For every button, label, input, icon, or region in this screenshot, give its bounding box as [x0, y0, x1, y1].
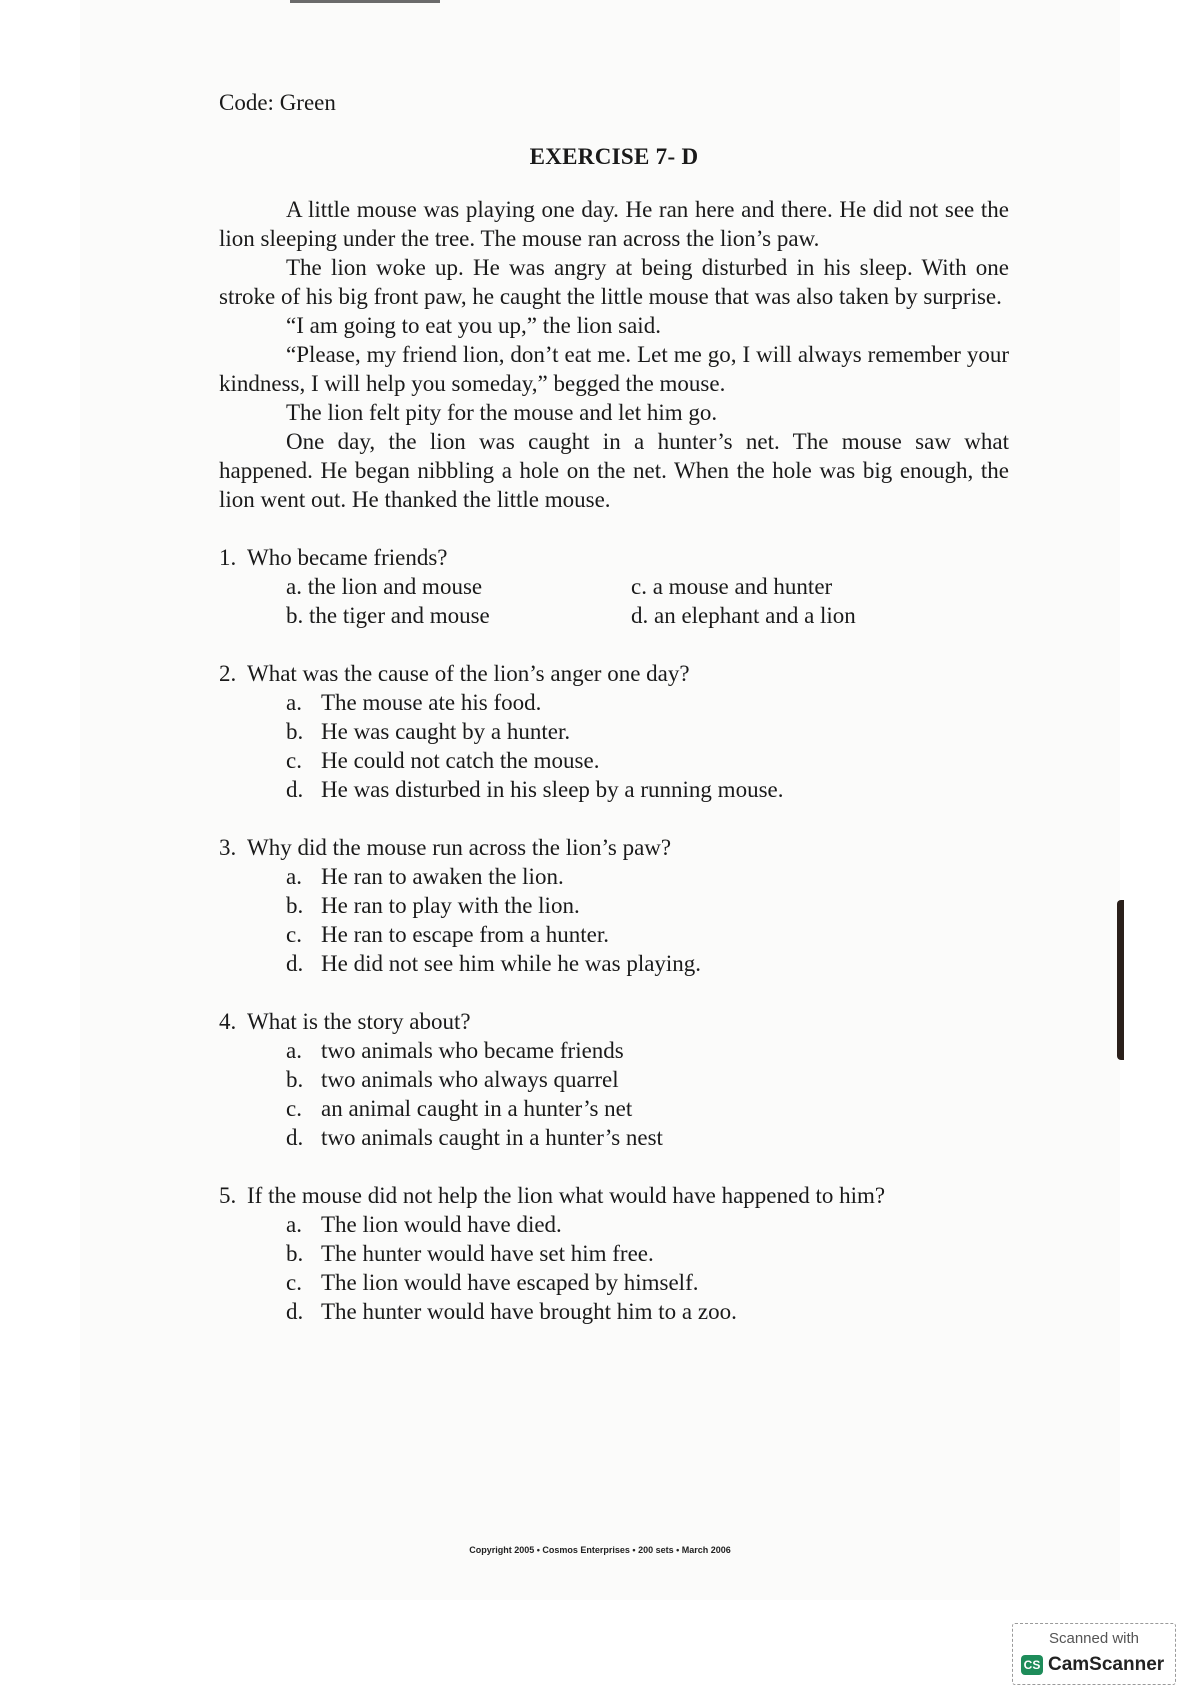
question-text: What was the cause of the lion’s anger one day?	[247, 661, 690, 686]
option-letter: d.	[286, 1299, 304, 1324]
question-4	[219, 1007, 1009, 1152]
question-text: Why did the mouse run across the lion’s paw?	[247, 835, 672, 860]
scan-edge-shadow	[1117, 900, 1124, 1060]
option-text: an elephant and a lion	[654, 603, 856, 628]
answer-option	[631, 601, 1009, 630]
option-text: a mouse and hunter	[652, 574, 833, 599]
option-text: He did not see him while he was playing.	[321, 951, 702, 976]
option-text: The mouse ate his food.	[321, 690, 542, 715]
scan-edge-mark	[290, 0, 440, 3]
question-1	[219, 543, 1009, 630]
answer-option	[286, 601, 631, 630]
option-letter: c.	[631, 574, 647, 599]
answer-option	[286, 775, 1009, 804]
question-2	[219, 659, 1009, 804]
answer-option	[286, 1065, 1009, 1094]
option-text: He was disturbed in his sleep by a running mouse.	[321, 777, 784, 802]
copyright-footer: Copyright 2005 • Cosmos Enterprises • 200 sets • March 2006	[469, 1545, 731, 1555]
option-text: an animal caught in a hunter’s net	[321, 1096, 633, 1121]
option-text: two animals who always quarrel	[321, 1067, 619, 1092]
code-label: Code: Green	[219, 90, 336, 115]
exercise-content	[219, 88, 1009, 1326]
option-letter: a.	[286, 1038, 302, 1063]
answer-option	[286, 717, 1009, 746]
option-letter: a.	[286, 574, 302, 599]
option-letter: c.	[286, 1096, 302, 1121]
question-number: 3.	[219, 835, 237, 860]
option-text: two animals who became friends	[321, 1038, 624, 1063]
answer-options	[219, 572, 1009, 630]
answer-option	[286, 1297, 1009, 1326]
question-number: 2.	[219, 661, 237, 686]
camscanner-watermark	[1012, 1623, 1176, 1685]
option-letter: a.	[286, 1212, 302, 1237]
answer-options	[219, 862, 1009, 978]
question-3	[219, 833, 1009, 978]
question-text: Who became friends?	[247, 545, 448, 570]
answer-option	[286, 1036, 1009, 1065]
story-paragraph: The lion felt pity for the mouse and let him go.	[286, 400, 718, 425]
option-text: The lion would have died.	[321, 1212, 562, 1237]
option-letter: c.	[286, 1270, 302, 1295]
watermark-caption: Scanned with	[1048, 1630, 1140, 1647]
exercise-title: EXERCISE 7- D	[529, 144, 699, 169]
option-letter: c.	[286, 922, 302, 947]
option-letter: d.	[286, 951, 304, 976]
option-letter: b.	[286, 1241, 304, 1266]
story-paragraph: The lion woke up. He was angry at being disturbed in his sleep. With one stroke of his big front paw, he caught the little mouse that was also taken by surprise.	[219, 255, 1009, 309]
option-text: He could not catch the mouse.	[321, 748, 600, 773]
option-letter: c.	[286, 748, 302, 773]
option-letter: b.	[286, 719, 304, 744]
option-text: The lion would have escaped by himself.	[321, 1270, 699, 1295]
option-text: two animals caught in a hunter’s nest	[321, 1125, 663, 1150]
answer-option	[286, 891, 1009, 920]
answer-option	[286, 862, 1009, 891]
option-text: He ran to awaken the lion.	[321, 864, 564, 889]
answer-option	[286, 572, 631, 601]
story-passage	[219, 195, 1009, 514]
option-letter: a.	[286, 690, 302, 715]
question-number: 1.	[219, 545, 237, 570]
story-paragraph: A little mouse was playing one day. He ran here and there. He did not see the lion sleeping under the tree. The mouse ran across the lion’s paw.	[219, 197, 1009, 251]
answer-option	[286, 746, 1009, 775]
option-text: He ran to escape from a hunter.	[321, 922, 610, 947]
answer-option	[286, 688, 1009, 717]
option-text: The hunter would have set him free.	[321, 1241, 654, 1266]
option-text: the tiger and mouse	[309, 603, 490, 628]
option-letter: d.	[286, 1125, 304, 1150]
answer-options	[219, 688, 1009, 804]
answer-option	[286, 949, 1009, 978]
story-paragraph: “I am going to eat you up,” the lion said.	[286, 313, 661, 338]
story-paragraph: “Please, my friend lion, don’t eat me. Let me go, I will always remember your kindness, I will help you someday,” begged the mouse.	[219, 342, 1009, 396]
option-text: He ran to play with the lion.	[321, 893, 580, 918]
camscanner-logo-icon: CS	[1021, 1655, 1043, 1675]
question-number: 5.	[219, 1183, 237, 1208]
answer-option	[286, 1268, 1009, 1297]
option-letter: b.	[286, 603, 304, 628]
option-letter: b.	[286, 1067, 304, 1092]
option-text: The hunter would have brought him to a zoo.	[321, 1299, 737, 1324]
answer-option	[286, 1210, 1009, 1239]
option-text: the lion and mouse	[307, 574, 483, 599]
answer-options	[219, 1036, 1009, 1152]
watermark-brand: CamScanner	[1048, 1654, 1165, 1675]
option-letter: d.	[286, 777, 304, 802]
question-text: What is the story about?	[247, 1009, 471, 1034]
question-text: If the mouse did not help the lion what would have happened to him?	[247, 1183, 886, 1208]
answer-option	[286, 1239, 1009, 1268]
option-text: He was caught by a hunter.	[321, 719, 571, 744]
option-letter: a.	[286, 864, 302, 889]
answer-option	[286, 920, 1009, 949]
option-letter: d.	[631, 603, 649, 628]
answer-option	[286, 1123, 1009, 1152]
answer-options	[219, 1210, 1009, 1326]
question-5	[219, 1181, 1009, 1326]
answer-option	[286, 1094, 1009, 1123]
story-paragraph: One day, the lion was caught in a hunter’s net. The mouse saw what happened. He began nibbling a hole on the net. When the hole was big enough, the lion went out. He thanked the little mouse.	[219, 429, 1009, 512]
question-number: 4.	[219, 1009, 237, 1034]
answer-option	[631, 572, 1009, 601]
option-letter: b.	[286, 893, 304, 918]
